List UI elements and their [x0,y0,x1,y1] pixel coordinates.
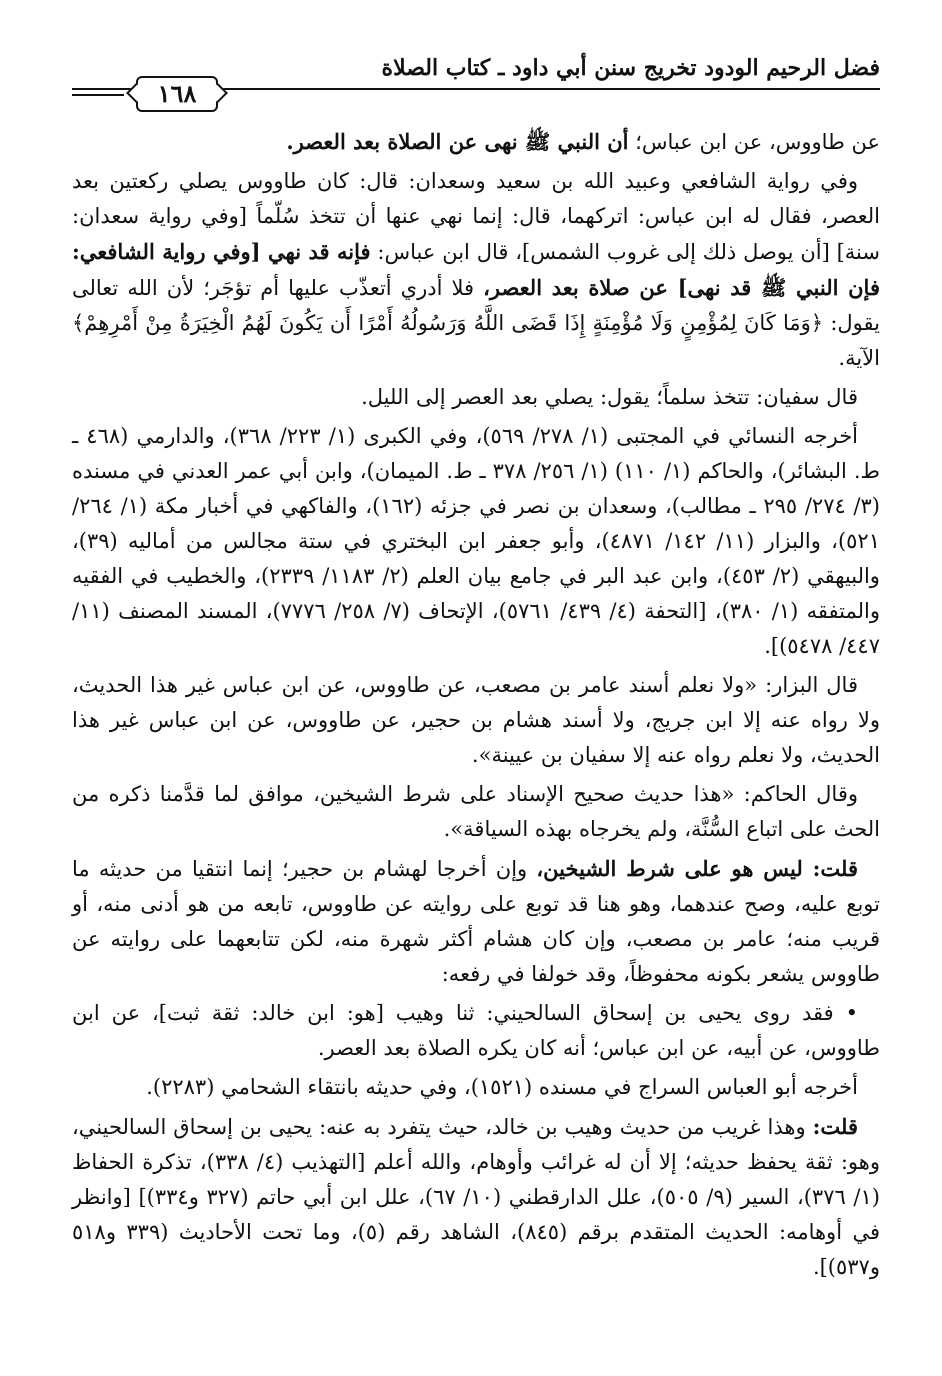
paragraph-3: قال سفيان: تتخذ سلماً؛ يقول: يصلي بعد العصر إلى الليل. [361,385,858,409]
ornament-line [72,94,124,96]
paragraph-2: وفي رواية الشافعي وعبيد الله بن سعيد وسعدان: قال: كان طاووس يصلي ركعتين بعد العصر، فقال له ابن عباس: اتركهما، قال: إنما نهي عنها أن تتخذ سُلّماً [وفي رواية سعدان: سنة] [أن يوصل ذلك إلى غروب الشمس]، قال ابن عباس: فإنه قد نهي [وفي رواية الشافعي: فإن النبي ﷺ قد نهى] عن صلاة بعد العصر، فلا أدري أتعذّب عليها أم تؤجَر؛ لأن الله تعالى يقول: ﴿وَمَا كَانَ لِمُؤْمِنٍ وَلَا مُؤْمِنَةٍ إِذَا قَضَى اللَّهُ وَرَسُولُهُ أَمْرًا أَن يَكُونَ لَهُمُ الْخِيَرَةُ مِنْ أَمْرِهِمْ﴾ الآية. [72,169,880,370]
paragraph-takhrij: أخرجه النسائي في المجتبى (١/ ٢٧٨/ ٥٦٩)، وفي الكبرى (١/ ٢٢٣/ ٣٦٨)، والدارمي (٤٦٨ ـ ط. البشائر)، والحاكم (١/ ١١٠) (١/ ٢٥٦/ ٣٧٨ ـ ط. الميمان)، وابن أبي عمر العدني في مسنده (٣/ ٢٧٤/ ٢٩٥ ـ مطالب)، وسعدان بن نصر في جزئه (١٦٢)، والفاكهي في أخبار مكة (١/ ٢٦٤/ ٥٢١)، والبزار (١١/ ١٤٢/ ٤٨٧١)، وأبو جعفر ابن البختري في ستة مجالس من أماليه (٣٩)، والبيهقي (٢/ ٤٥٣)، وابن عبد البر في جامع بيان العلم (٢/ ١١٨٣/ ٢٣٣٩)، والخطيب في الفقيه والمتفقه (١/ ٣٨٠)، [التحفة (٤/ ٤٣٩/ ٥٧٦١)، الإتحاف (٧/ ٢٥٨/ ٧٧٧٦)، المسند المصنف (١١/ ٤٤٧/ ٥٤٧٨)]. [72,424,880,658]
paragraph-qultu-2: قلت: وهذا غريب من حديث وهيب بن خالد، حيث يتفرد به عنه: يحيى بن إسحاق السالحيني، وهو: ثقة يحفظ حديثه؛ إلا أن له غرائب وأوهام، والله أعلم [التهذيب (٤/ ٣٣٨)، تذكرة الحفاظ (١/ ٣٧٦)، السير (٩/ ٥٠٥)، علل الدارقطني (١٠/ ٦٧)، علل ابن أبي حاتم (٣٢٧ و٣٣٤)] [وانظر في أوهامه: الحديث المتقدم برقم (٨٤٥)، الشاهد رقم (٥)، وما تحت الأحاديث (٣٣٩ و٥١٨ و٥٣٧)]. [72,1114,880,1279]
paragraph-1: عن طاووس، عن ابن عباس؛ أن النبي ﷺ نهى عن الصلاة بعد العصر. [286,129,880,154]
page-number-ornament [72,74,880,114]
page-number: ١٦٨ [136,76,218,112]
paragraph-qultu-1: قلت: ليس هو على شرط الشيخين، وإن أخرجا لهشام بن حجير؛ إنما انتقيا من حديثه ما توبع عليه، وصح عندهما، وهو هنا قد توبع على روايته عن طاووس، تابعه من هو أدنى منه، أو قريب منه؛ عامر بن مصعب، وإن كان هشام أكثر شهرة منه، لكن تتابعهما على روايته عن طاووس يشعر بكونه محفوظاً، وقد خولفا في رفعه: [72,856,880,986]
ornament-line [72,88,124,90]
body-text [72,124,880,1289]
paragraph-bazzar: قال البزار: «ولا نعلم أسند عامر بن مصعب، عن طاووس، عن ابن عباس غير هذا الحديث، ولا رواه عنه إلا ابن جريج، ولا أسند هشام بن حجير، عن طاووس، عن ابن عباس غير هذا الحديث، ولا نعلم رواه عنه إلا سفيان بن عيينة». [72,673,880,767]
running-header: فضل الرحيم الودود تخريج سنن أبي داود ـ كتاب الصلاة [381,55,880,81]
paragraph-sarraj: أخرجه أبو العباس السراج في مسنده (١٥٢١)، وفي حديثه بانتقاء الشحامي (٢٢٨٣). [146,1075,858,1099]
paragraph-hakim: وقال الحاكم: «هذا حديث صحيح الإسناد على شرط الشيخين، موافق لما قدَّمنا ذكره من الحث على اتباع السُّنَّة، ولم يخرجاه بهذه السياقة». [72,782,880,841]
paragraph-wuhayb: • فقد روى يحيى بن إسحاق السالحيني: ثنا وهيب [هو: ابن خالد: ثقة ثبت]، عن ابن طاووس، عن أبيه، عن ابن عباس؛ أنه كان يكره الصلاة بعد العصر. [72,1001,880,1060]
